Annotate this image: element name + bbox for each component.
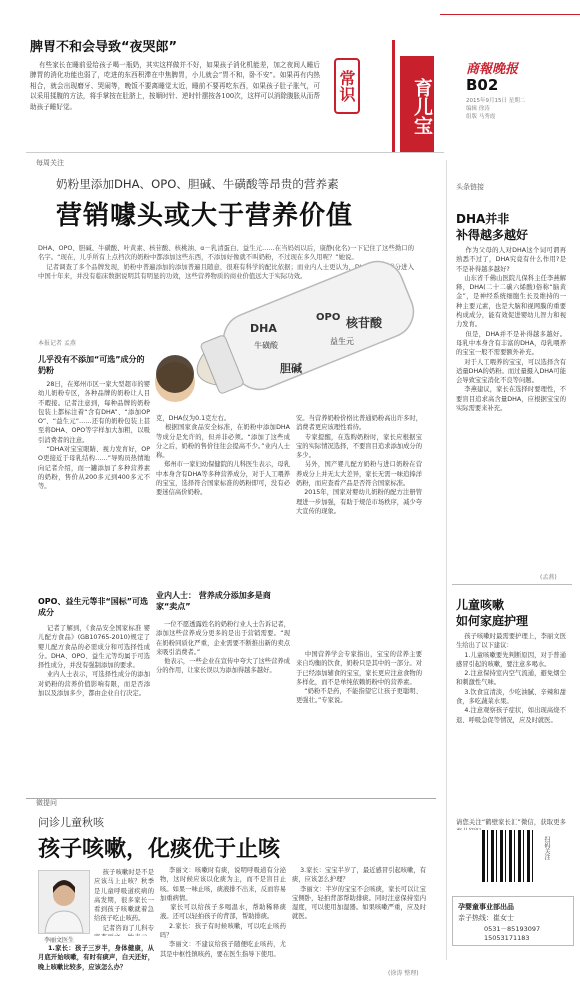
feature-col3a: 安。当营养奶粉价格比普通奶粉高出许多时，消费者更应该理性看待。 专家提醒，在选购奶粉时，家长应根据宝宝的实际情况选择，不要盲目追求添加成分的多少。 另外，国产婴儿配方奶粉与进口奶粉在营养成分上并无太大差异，家长无需一味追捧洋奶粉，而应查看产品是否符合国家标准。 2015年，国家对婴幼儿奶粉的配方注册管理进一步加强，有助于规范市场秩序，减少夸大宣传的现象。 [296, 415, 422, 515]
sidebar-tag: 头条链接 [456, 183, 484, 191]
feature-kicker: 每周关注 [36, 159, 64, 167]
paper-name: 商報晚报 [466, 62, 519, 77]
doctor-photo-caption: 李丽文医生 [44, 937, 75, 944]
issue-date: 2015年9月15日 星期二 [466, 98, 526, 104]
feature-subhead-1: 儿乎没有不添加“可选”成分的奶粉 [38, 355, 145, 375]
feature-subtitle: 奶粉里添加DHA、OPO、胆碱、牛磺酸等昂贵的营养素 [56, 177, 339, 191]
feature-col2b: 一位不愿透露姓名的奶粉行业人士告诉记者，添加这些营养成分更多的是出于营销需要。“现在奶粉同质化严重，企业需要不断推出新的卖点来吸引消费者。” 他表示，一些企业在宣传中夸大了这些营养成分的作用，让家长误以为添加得越多越好。 [156, 621, 290, 675]
sidebar-divider [452, 584, 572, 585]
feature-subhead-3: 业内人士： 营养成分添加多是商家“卖点” [156, 591, 271, 611]
sidebar-title-2: 补得越多越好 [456, 228, 529, 242]
divider [26, 152, 444, 153]
masthead-rule [440, 14, 580, 15]
bottom-subtitle: 问诊儿童秋咳 [38, 816, 104, 829]
contact-hotline: 亲子热线：崔女士 [458, 914, 514, 922]
bottle-label-dha: DHA [250, 322, 277, 335]
doctor-photo [38, 870, 90, 934]
bottle-label-prebiotic: 益生元 [330, 337, 354, 346]
bottom-byline: (徐涛 整理) [388, 970, 419, 977]
feature-headline: 营销噱头或大于营养价值 [56, 201, 354, 231]
bottom-kicker: 微提问 [36, 799, 57, 807]
sidebar-body: 作为父母的人对DHA这个词可谓再熟悉不过了，DHA究竟有什么作用?是不是补得越多越好? 山东省千佛山医院儿保科主任李燕解释，DHA(二十二碳六烯酸)俗称“脑黄金”，是神经系统细胞生长及维持的一种主要元素，也是大脑和视网膜的重要构成成分，能有效促进婴幼儿智力和视力发育。 但是，DHA并不是补得越多越好。母乳中本身含有丰富的DHA，母乳喂养的宝宝一般不需要额外补充。 对于人工喂养的宝宝，可以选择含有适量DHA的奶粉。而过量摄入DHA可能会导致宝宝消化不良等问题。 李燕建议，家长在选择时要理性，不要盲目追求高含量DHA，应根据宝宝的实际需要来补充。 [456, 247, 566, 413]
contact-title: 孕婴童事业部出品 [458, 903, 514, 911]
bottom-qa1: 1.家长：孩子三岁半，身体健康，从月底开始咳嗽，有时有痰声，白天还好，晚上咳嗽比较多，应该怎么办？ [38, 945, 154, 971]
contact-phone-1: 0531－85193097 [484, 925, 541, 933]
bottle-label-taurine: 牛磺酸 [254, 341, 278, 350]
feature-lead: DHA、OPO、胆碱、牛磺酸、叶黄素、核苷酸、核桃油、α－乳清蛋白、益生元……在当妈妈以后，康静(化名)一下记住了这些拗口的名字。“现在，儿乎所有上点档次的奶粉中都添加这些东西，不添加好像就不叫奶粉，不过现在多久用呢？”她说。 记者调查了多个品牌发现，奶粉中普遍添加的添加普遍且随意，很难有科学的配比依据；而业内人士更认为，DHA等营养成分进入中国十年来，并没有临床数据说明其有明显的功效，这些营养物质的商业价值远大于实际功效。 [38, 244, 414, 281]
baby-bottle-illustration [155, 242, 425, 410]
sidebar-byline: (孟燕) [540, 574, 557, 581]
bottom-col3: 3.家长：宝宝半岁了，最近感冒引起咳嗽，有痰，应该怎么护理？ 李丽文：半岁的宝宝不会咳痰，家长可以让宝宝侧卧，轻拍背部帮助排痰。同时注意保持室内湿度，可以使用加湿器。如果咳嗽严重，应及时就医。 [292, 867, 426, 921]
qr-code [482, 830, 534, 882]
bottom-col2: 李丽文：咳嗽时有痰，说明呼吸道有分泌物，这时候应该以化痰为主，而不是盲目止咳。如果一味止咳，痰液排不出来，反而容易加重病情。 家长可以给孩子多喝温水，帮助稀释痰液。还可以轻拍孩子的背部，帮助排痰。 2.家长：孩子有时候咳嗽，可以吃止咳药吗？ 李丽文：不建议给孩子随便吃止咳药，尤其是中枢性镇咳药，要在医生指导下使用。 [160, 867, 286, 958]
bottom-headline: 孩子咳嗽，化痰优于止咳 [38, 837, 281, 862]
page-number: B02 [466, 76, 499, 94]
designer-credit: 组版 马秀霞 [466, 114, 496, 120]
bottle-label-choline: 胆碱 [280, 362, 302, 375]
feature-byline: 本报记者 孟燕 [38, 340, 76, 347]
feature-subhead-2: OPO、益生元等非“国标”可选成分 [38, 597, 148, 617]
contact-phone-2: 15053171183 [484, 934, 530, 942]
feature-col3b: 中国营养学会专家指出，宝宝的营养主要来自均衡的饮食，奶粉只是其中的一部分。对于已经添加辅食的宝宝，家长更应注意食物的多样化，而不是单纯依赖奶粉中的营养素。 “奶粉不是药，不能指望它让孩子更聪明、更强壮。”专家说。 [296, 651, 422, 705]
feature-col1b: 记者了解到，《食品安全国家标准 婴儿配方食品》(GB10765-2010)规定了婴儿配方食品的必需成分和可选择性成分。DHA、OPO、益生元等均属于可选择性成分，并没有强制添加的要求。 业内人士表示，可选择性成分的添加对奶粉的营养价值影响有限，而是否添加以及添加多少，都由企业自行决定。 [38, 625, 150, 698]
top-article-title: 脾胃不和会导致“夜哭郎” [30, 40, 178, 55]
top-article-body: 有些家长在睡前爱给孩子喝一瓶奶，其实这样做并不好，如果孩子消化机能差，加之夜间人睡后脾胃的消化功能也弱了，吃进的东西积滞在中焦脾胃，小儿就会“胃不和，卧不安”。如果再有内热相合，就会出现磨牙、哭闹等，晚饭不要离睡觉太近，睡前不要再吃东西，如果孩子肚子胀气，可以采用揉腹的方法，将手掌按在肚脐上，按顺时针、逆时针摆按各100次，这样可以消除腹胀从而帮助孩子睡好觉。 [30, 61, 320, 111]
sidebar-title-1: DHA并非 [456, 212, 510, 226]
section-name: 育儿宝 [400, 56, 434, 152]
bottle-label-opo: OPO [316, 312, 341, 323]
section-stamp: 常识 [334, 58, 360, 114]
bottom-col1: 孩子咳嗽时是不是应该马上止咳？秋季是儿童呼吸道疾病的高发期，很多家长一看到孩子咳嗽就着急给孩子吃止咳药。 记者咨询了儿科专 [94, 869, 154, 932]
feature-col2a: 克，DHA仅为0.1克左右。 根据国家食品安全标准，在奶粉中添加DHA等成分是允许的，但并非必须。“添加了这些成分之后，奶粉的售价往往会提高不少。”业内人士称。 郑州市一家妇幼保健院的儿科医生表示，母乳中本身含有DHA等多种营养成分，对于人工喂养的宝宝，选择符合国家标准的奶粉即可，没有必要迷信高价奶粉。 [156, 415, 290, 497]
column-divider [446, 160, 447, 960]
sidebar-title-4: 如何家庭护理 [456, 614, 529, 628]
editor-credit: 编辑 徐涛 [466, 106, 490, 112]
qr-label: 扫码关注 [543, 836, 550, 860]
bottom-divider [26, 798, 436, 799]
sidebar-body-2: 孩子咳嗽时最需要护理上，李丽文医生给出了以下建议： 1.儿童咳嗽要先判断原因，对于普通感冒引起的咳嗽，要注意多喝水。 2.注意保持室内空气流通，避免烟尘和刺激性气味。 3.饮食宜清淡，少吃油腻、辛辣和甜食，多吃蔬菜水果。 4.注意观察孩子症状，如出现高烧不退、呼吸急促等情况，应及时就医。 [456, 633, 566, 724]
sidebar-note: 请您关注“鹤壁家长汇”微信，获取更多 [456, 819, 566, 826]
feature-col1a: 28日，在郑州市区一家大型超市的婴幼儿奶粉专区，各种品牌的奶粉让人目不暇接。记者注意到，每种品牌的奶粉包装上都标注着“含有DHA”、“添加OPO”、“益生元”……还有的奶粉包装上甚至将DHA、OPO等字样加大加粗，以吸引消费者的注意。 “DHA对宝宝眼睛、视力发育好，OPO更接近于母乳结构……”导购员热情地向记者介绍，而一罐添加了多种营养素的奶粉，售价从200多元到400多元不等。 [38, 381, 150, 491]
sidebar-title-3: 儿童咳嗽 [456, 598, 505, 612]
masthead-red-bar [392, 40, 395, 152]
bottle-label-nucleotide: 核苷酸 [346, 316, 383, 330]
